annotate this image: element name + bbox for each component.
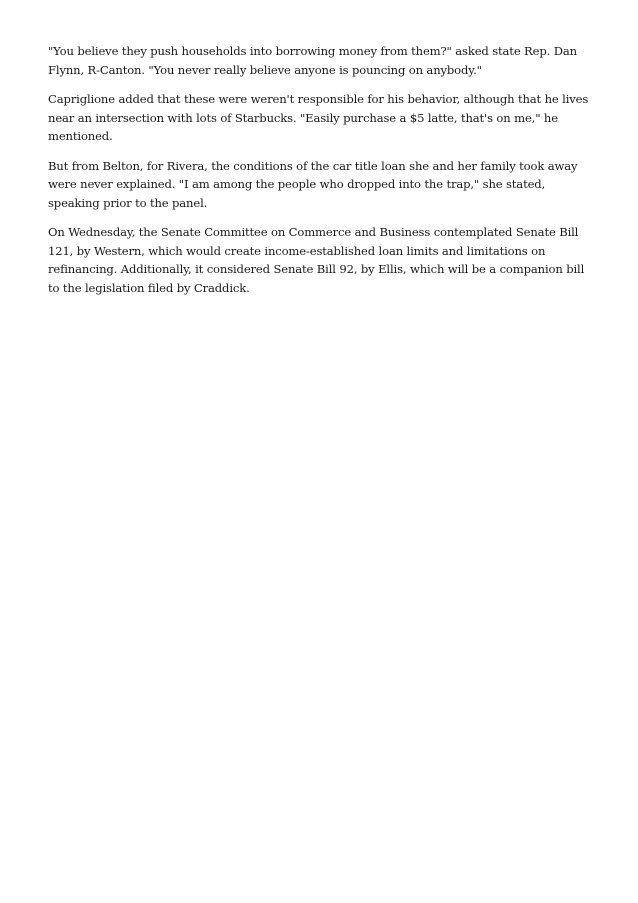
paragraph: "You believe they push households into borrowing money from them?" asked state Rep. Dan Flynn, R-Canton. "You never really believe anyone is pouncing on anybody." (48, 44, 577, 77)
paragraph: On Wednesday, the Senate Committee on Commerce and Business contemplated Senate Bill 121, by Western, which would create income-established loan limits and limitations on refinancing. Additionally, it considered Senate Bill 92, by Ellis, which will be a companion bill to the legislation filed by Craddick. (48, 225, 585, 295)
paragraph: But from Belton, for Rivera, the conditions of the car title loan she and her family took away were never explained. "I am among the people who dropped into the trap," she stated, speaking prior to the panel. (48, 158, 578, 210)
paragraph: Capriglione added that these were weren't responsible for his behavior, although that he lives near an intersection with lots of Starbucks. "Easily purchase a $5 latte, that's on me," he mentioned. (48, 92, 589, 143)
article-body (48, 42, 596, 308)
